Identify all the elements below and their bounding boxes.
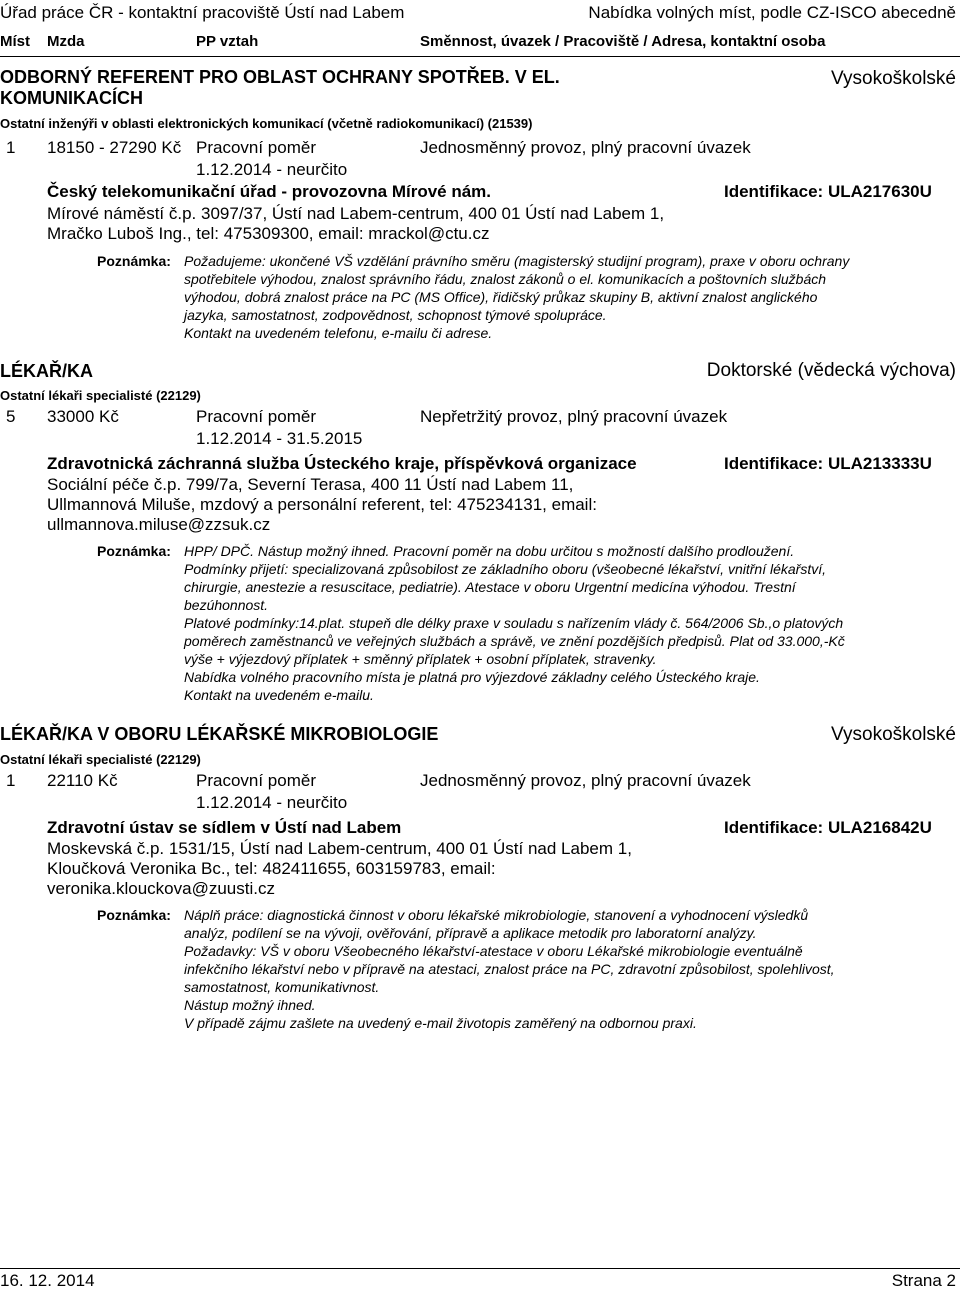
shift-type: Nepřetržitý provoz, plný pracovní úvazek	[420, 407, 728, 426]
salary: 18150 - 27290 Kč	[47, 138, 182, 157]
footer-rule	[0, 1268, 960, 1269]
shift-type: Jednosměnný provoz, plný pracovní úvazek	[420, 771, 751, 790]
employer-name: Zdravotní ústav se sídlem v Ústí nad Labem	[47, 818, 402, 837]
identification: Identifikace: ULA217630U	[724, 182, 932, 201]
isco-category: Ostatní lékaři specialisté (22129)	[0, 388, 201, 403]
date-range: 1.12.2014 - neurčito	[196, 160, 348, 179]
education-level: Vysokoškolské	[831, 724, 956, 745]
isco-category: Ostatní lékaři specialisté (22129)	[0, 752, 201, 767]
salary: 22110 Kč	[47, 771, 118, 790]
employer-name: Zdravotnická záchranná služba Ústeckého kraje, příspěvková organizace	[47, 454, 637, 473]
job-note: HPP/ DPČ. Nástup možný ihned. Pracovní poměr na dobu určitou s možností dalšího prodloužení. Podmínky přijetí: specializovaná způsobilost ze základního oboru (všeobecné lékařství, vnitřní lékařství, chirurgie, anestezie a resuscitace, pediatrie). Atestace v oboru Urgentní medicína výhodou. Trestní bezúhonnost. Platové podmínky:14.plat. stupeň dle délky praxe v souladu s nařízením vlády č. 564/2006 Sb.,o platových poměrech zaměstnanců ve veřejných službách a správě, ve znění pozdějších předpisů. Plat od 33.000,-Kč výše + výjezdový příplatek + směnný příplatek + osobní příplatek, stravenky. Nabídka volného pracovního místa je platná pro výjezdové základny celého Ústeckého kraje. Kontakt na uvedeném e-mailu.	[184, 543, 845, 703]
employer-name: Český telekomunikační úřad - provozovna Mírové nám.	[47, 182, 492, 201]
job-note: Požadujeme: ukončené VŠ vzdělání právního směru (magisterský studijní program), praxe v oboru ochrany spotřebitele výhodou, znalost správního řádu, znalost zákonů o el. komunikacích a poštovních službách výhodou, dobrá znalost práce na PC (MS Office), řidičský průkaz skupiny B, aktivní znalost anglického jazyka, samostatnost, zodpovědnost, schopnost týmové spolupráce. Kontakt na uvedeném telefonu, e-mailu či adrese.	[184, 253, 850, 341]
job-title: LÉKAŘ/KA V OBORU LÉKAŘSKÉ MIKROBIOLOGIE	[0, 724, 439, 744]
employer-address: Moskevská č.p. 1531/15, Ústí nad Labem-centrum, 400 01 Ústí nad Labem 1,	[47, 839, 632, 858]
note-label: Poznámka:	[97, 543, 171, 559]
contact-person: Mračko Luboš Ing., tel: 475309300, email: mrackol@ctu.cz	[47, 224, 490, 243]
employment-type: Pracovní poměr	[196, 407, 316, 426]
column-mzda: Mzda	[47, 33, 85, 50]
contact-person: Ullmannová Miluše, mzdový a personální referent, tel: 475234131, email:	[47, 495, 597, 514]
column-pp-vztah: PP vztah	[196, 33, 259, 50]
vacancy-count: 1	[6, 771, 16, 790]
job-title: KOMUNIKACÍCH	[0, 88, 143, 108]
page-number: Strana 2	[891, 1271, 956, 1290]
employment-type: Pracovní poměr	[196, 771, 316, 790]
date-range: 1.12.2014 - 31.5.2015	[196, 429, 363, 448]
note-label: Poznámka:	[97, 253, 171, 269]
vacancy-count: 1	[6, 138, 16, 157]
header-listing-type: Nabídka volných míst, podle CZ-ISCO abecedně	[588, 3, 956, 22]
column-mist: Míst	[0, 33, 30, 50]
vacancy-count: 5	[6, 407, 16, 426]
education-level: Doktorské (vědecká výchova)	[706, 360, 956, 381]
contact-email: veronika.klouckova@zuusti.cz	[47, 879, 275, 898]
contact-email: ullmannova.miluse@zzsuk.cz	[47, 515, 271, 534]
column-smennost: Směnnost, úvazek / Pracoviště / Adresa, kontaktní osoba	[420, 33, 826, 50]
header-office: Úřad práce ČR - kontaktní pracoviště Ústí nad Labem	[0, 3, 405, 22]
job-note: Náplň práce: diagnostická činnost v oboru lékařské mikrobiologie, stanovení a vyhodnocení výsledků analýz, podílení se na vývoji, ověřování, přípravě a aplikace metodik pro laboratorní analýzy. Požadavky: VŠ v oboru Všeobecného lékařství-atestace v oboru Lékařské mikrobiologie eventuálně infekčního lékařství nebo v přípravě na atestaci, znalost práce na PC, zdravotní způsobilost, spolehlivost, samostatnost, komunikativnost. Nástup možný ihned. V případě zájmu zašlete na uvedený e-mail životopis zaměřený na odbornou praxi.	[184, 907, 835, 1031]
employer-address: Sociální péče č.p. 799/7a, Severní Terasa, 400 11 Ústí nad Labem 11,	[47, 475, 574, 494]
identification: Identifikace: ULA213333U	[724, 454, 932, 473]
employment-type: Pracovní poměr	[196, 138, 316, 157]
salary: 33000 Kč	[47, 407, 119, 426]
date-range: 1.12.2014 - neurčito	[196, 793, 348, 812]
contact-person: Kloučková Veronika Bc., tel: 482411655, 603159783, email:	[47, 859, 496, 878]
footer-date: 16. 12. 2014	[0, 1271, 95, 1290]
employer-address: Mírové náměstí č.p. 3097/37, Ústí nad Labem-centrum, 400 01 Ústí nad Labem 1,	[47, 204, 665, 223]
note-label: Poznámka:	[97, 907, 171, 923]
shift-type: Jednosměnný provoz, plný pracovní úvazek	[420, 138, 751, 157]
job-title: LÉKAŘ/KA	[0, 361, 93, 381]
job-title: ODBORNÝ REFERENT PRO OBLAST OCHRANY SPOTŘEB. V EL.	[0, 67, 560, 87]
identification: Identifikace: ULA216842U	[724, 818, 932, 837]
education-level: Vysokoškolské	[831, 68, 956, 89]
header-rule	[0, 56, 960, 57]
isco-category: Ostatní inženýři v oblasti elektronických komunikací (včetně radiokomunikací) (21539)	[0, 116, 533, 131]
